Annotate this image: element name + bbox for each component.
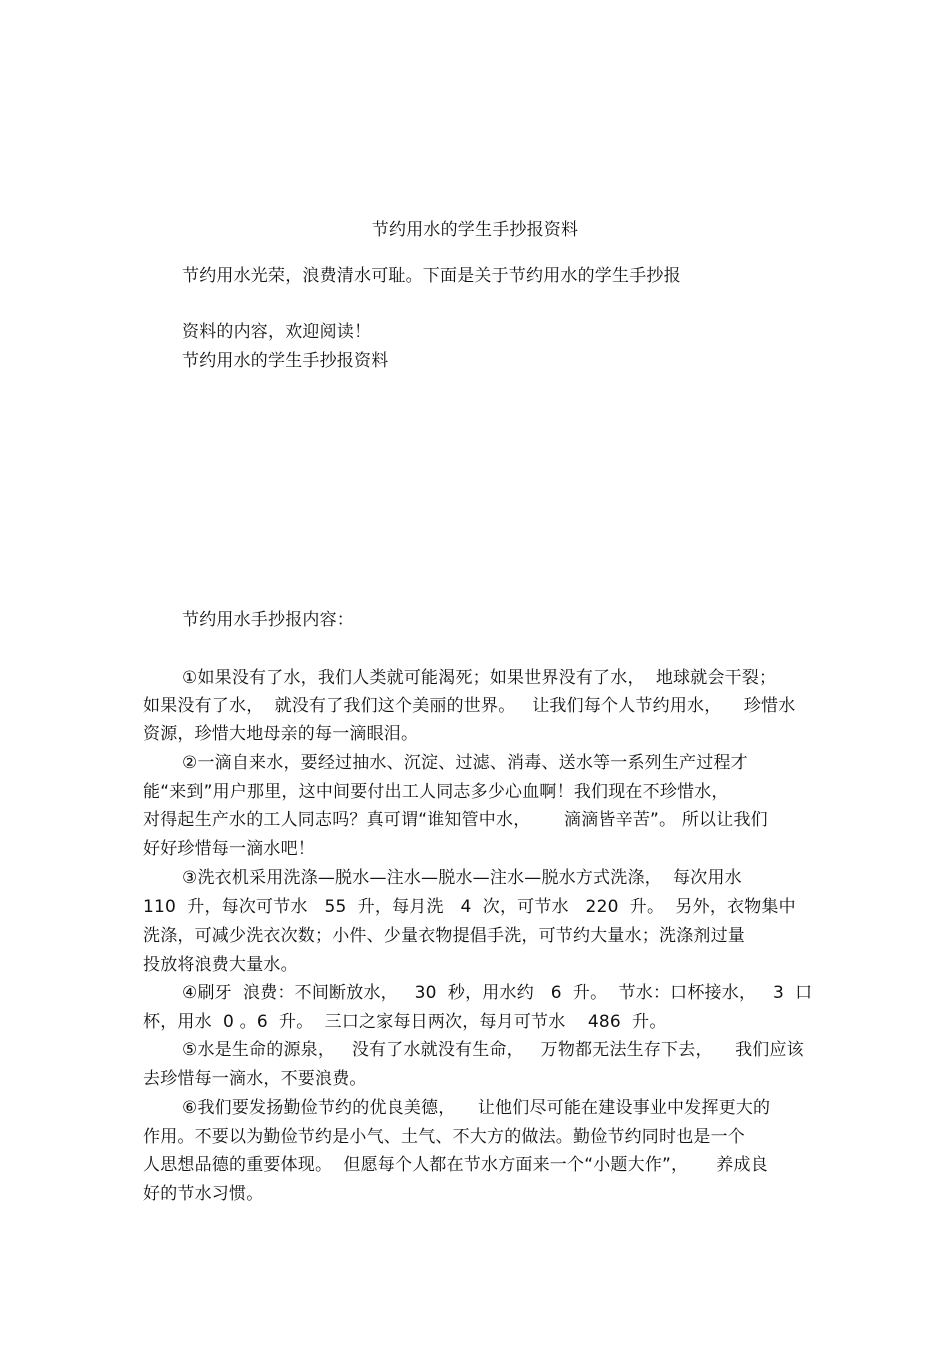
document-title: 节约用水的学生手抄报资料 [371, 220, 579, 240]
paragraph-3-line-1: ③洗衣机采用洗涤—脱水—注水—脱水—注水—脱水方式洗涤， 每次用水 [182, 868, 742, 888]
paragraph-6-line-2: 作用。不要以为勤俭节约是小气、土气、不大方的做法。勤俭节约同时也是一个 [143, 1127, 745, 1147]
paragraph-2-line-4: 好好珍惜每一滴水吧！ [143, 839, 315, 859]
paragraph-2-line-1: ②一滴自来水，要经过抽水、沉淀、过滤、消毒、送水等一系列生产过程才 [182, 753, 748, 773]
intro-line-3: 节约用水的学生手抄报资料 [182, 351, 389, 371]
paragraph-1-line-2: 如果没有了水， 就没有了我们这个美丽的世界。 让我们每个人节约用水， 珍惜水 [143, 696, 796, 716]
paragraph-2-line-3: 对得起生产水的工人同志吗？真可谓“谁知管中水， 滴滴皆辛苦”。 所以让我们 [143, 810, 768, 830]
paragraph-5-line-1: ⑤水是生命的源泉， 没有了水就没有生命， 万物都无法生存下去， 我们应该 [182, 1040, 804, 1060]
intro-line-1: 节约用水光荣，浪费清水可耻。下面是关于节约用水的学生手抄报 [182, 266, 681, 286]
intro-line-2: 资料的内容，欢迎阅读！ [182, 322, 372, 342]
paragraph-6-line-3: 人思想品德的重要体现。 但愿每个人都在节水方面来一个“小题大作”， 养成良 [143, 1155, 768, 1175]
paragraph-4-line-1: ④刷牙 浪费：不间断放水， 30 秒，用水约 6 升。 节水：口杯接水， 3 口 [182, 983, 813, 1003]
paragraph-3-line-2: 110 升，每次可节水 55 升，每月洗 4 次，可节水 220 升。 另外，衣物集中 [143, 897, 796, 917]
paragraph-5-line-2: 去珍惜每一滴水，不要浪费。 [143, 1069, 367, 1089]
paragraph-4-line-2: 杯，用水 0 。6 升。 三口之家每日两次，每月可节水 486 升。 [143, 1012, 667, 1032]
paragraph-1-line-1: ①如果没有了水，我们人类就可能渴死；如果世界没有了水， 地球就会干裂； [182, 668, 777, 688]
section-heading: 节约用水手抄报内容： [182, 610, 354, 630]
paragraph-6-line-1: ⑥我们要发扬勤俭节约的优良美德， 让他们尽可能在建设事业中发挥更大的 [182, 1098, 771, 1118]
paragraph-6-line-4: 好的节水习惯。 [143, 1184, 264, 1204]
paragraph-1-line-3: 资源，珍惜大地母亲的每一滴眼泪。 [143, 724, 419, 744]
paragraph-2-line-2: 能“来到”用户那里，这中间要付出工人同志多少心血啊！我们现在不珍惜水， [143, 782, 729, 802]
paragraph-3-line-4: 投放将浪费大量水。 [143, 955, 298, 975]
paragraph-3-line-3: 洗涤，可减少洗衣次数；小件、少量衣物提倡手洗，可节约大量水；洗涤剂过量 [143, 926, 745, 946]
